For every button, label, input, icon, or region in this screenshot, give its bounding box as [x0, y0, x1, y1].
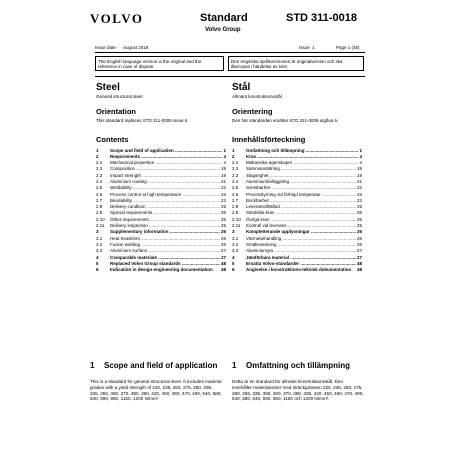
toc-entry-page: 4 — [359, 153, 362, 159]
english-orientation-heading: Orientation — [96, 107, 137, 116]
toc-entry-label: Ersatta Volvo-standarder ..... — [246, 261, 356, 267]
toc-entry-number: 2.10 — [96, 216, 105, 222]
standard-number: STD 311-0018 — [286, 12, 357, 24]
toc-entry-number: 2.6 — [232, 191, 239, 197]
toc-entry-page: 26 — [356, 241, 362, 247]
toc-entry-label: Leveranstillstånd ..... — [246, 204, 356, 210]
toc-entry-page: 25 — [220, 210, 226, 216]
toc-entry-page: 48 — [220, 260, 226, 266]
toc-entry-label: Sammansättning ..... — [246, 166, 356, 172]
toc-entry-page: 26 — [220, 235, 226, 241]
toc-entry-number: 3.3 — [96, 248, 103, 254]
toc-entry-label: Smältsvetsning ..... — [246, 242, 356, 248]
toc-entry-page: 25 — [356, 204, 362, 210]
english-section-1-text: This is a standard for general structural steel. It includes material grades with a yield strength of 220, 235, 250, 275, 280, 295, 335, 355, 360, 370, 380, 390, 420, 450, 460, 470, 490, 540, 580, 640, 690, 950, 1150, 1200 N/mm². — [90, 379, 222, 402]
toc-entry-page: 27 — [356, 248, 362, 254]
toc-entry-number: 3.1 — [232, 235, 239, 241]
toc-entry-number: 6 — [96, 267, 99, 273]
toc-entry-number: 5 — [96, 260, 99, 266]
toc-entry-page: 27 — [356, 254, 362, 260]
toc-entry-page: 27 — [220, 254, 226, 260]
toc-entry-label: Kontroll vid leverans ..... — [246, 223, 356, 229]
swedish-orientation-heading: Orientering — [232, 107, 273, 116]
toc-entry-page: 19 — [220, 172, 226, 178]
toc-entry-label: Special requirements ..... — [110, 210, 220, 216]
toc-entry-number: 2.5 — [96, 185, 103, 191]
toc-entry-page: 26 — [356, 229, 362, 235]
toc-entry-number: 2.2 — [96, 166, 103, 172]
toc-entry-number: 2.8 — [96, 204, 103, 210]
toc-entry-label: Värmebehandling ..... — [246, 236, 356, 242]
toc-entry-label: Processtyrning vid förhöjd temperatur ..... — [246, 192, 356, 198]
language-notice-english: The English language version is the original and the reference in case of dispute. — [95, 56, 224, 71]
toc-entry-number: 5 — [232, 260, 235, 266]
toc-entry-label: Composition ..... — [110, 166, 220, 172]
toc-entry-label: Fusion welding ..... — [110, 242, 220, 248]
toc-entry-label: Aluminiumyta ..... — [246, 248, 356, 254]
toc-entry-label: Mekaniska egenskaper ..... — [246, 160, 358, 166]
page-number: Page 1 (48) — [336, 45, 360, 50]
toc-entry-page: 23 — [220, 197, 226, 203]
toc-entry-number: 4 — [96, 254, 99, 260]
toc-entry-number: 3 — [96, 229, 99, 235]
swedish-section-1 — [232, 361, 364, 402]
toc-entry-page: 48 — [356, 267, 362, 273]
toc-entry-label: Omfattning och tillämpning ..... — [246, 148, 358, 154]
language-notice-swedish: Den engelska språkversionen är originalversion och ska åberopas i händelse av tvist. — [228, 56, 364, 71]
toc-entry-label: Supplementary information ..... — [110, 229, 220, 235]
toc-entry-page: 25 — [220, 204, 226, 210]
toc-entry-label: Kompletterande upplysningar ..... — [246, 229, 356, 235]
toc-entry-page: 19 — [356, 172, 362, 178]
toc-entry-number: 2.7 — [232, 197, 239, 203]
issue-date: August 2019 — [123, 45, 149, 50]
toc-entry-page: 23 — [356, 191, 362, 197]
english-subtitle: General structural steel — [96, 94, 143, 99]
toc-entry-number: 3.2 — [232, 241, 239, 247]
toc-entry-number: 2.1 — [232, 160, 239, 166]
toc-entry-number: 3.1 — [96, 235, 103, 241]
toc-entry-number: 2.3 — [232, 172, 239, 178]
toc-entry-page: 22 — [220, 185, 226, 191]
toc-entry-label: Jämförbara material ..... — [246, 255, 356, 261]
toc-entry-number: 3.2 — [96, 241, 103, 247]
toc-entry-number: 2.9 — [232, 210, 239, 216]
toc-entry-label: Aluminiumbeläggning ..... — [246, 179, 356, 185]
toc-entry-label: Comparable materials ..... — [110, 255, 220, 261]
toc-entry-number: 2.9 — [96, 210, 103, 216]
volvo-logo: VOLVO — [90, 11, 144, 26]
toc-entry-page: 15 — [356, 166, 362, 172]
toc-entry-label: Aluminium surface ..... — [110, 248, 220, 254]
document-type: Standard — [200, 12, 248, 24]
toc-entry-label: Indication in design-engineering documentation — [110, 267, 213, 273]
toc-entry-number: 1 — [96, 147, 99, 153]
toc-entry-page: 26 — [220, 241, 226, 247]
swedish-toc — [232, 148, 362, 274]
toc-entry-page: 48 — [356, 260, 362, 266]
toc-entry-number: 2 — [232, 153, 235, 159]
toc-entry-page: 25 — [220, 216, 226, 222]
toc-entry-label: Bendability ..... — [110, 198, 220, 204]
toc-entry-number: 2.10 — [232, 216, 241, 222]
toc-entry-page: 4 — [359, 160, 362, 166]
swedish-section-1-title: Omfattning och tillämpning — [246, 361, 350, 370]
swedish-title: Stål — [232, 82, 251, 93]
toc-entry-page: 25 — [356, 216, 362, 222]
toc-entry-number: 2.1 — [96, 160, 103, 166]
swedish-column — [232, 82, 362, 273]
toc-entry-label: Replaced Volvo Group standards ..... — [110, 261, 220, 267]
toc-entry[interactable] — [96, 267, 226, 273]
english-orientation-text: This standard replaces STD 311-0009 issue 5. — [96, 118, 189, 123]
toc-entry-label: Övriga krav ..... — [246, 217, 356, 223]
toc-entry-number: 2.4 — [232, 178, 239, 184]
toc-entry-number: 2.4 — [96, 178, 103, 184]
organization: Volvo Group — [205, 27, 241, 33]
english-column — [96, 82, 226, 273]
toc-entry-label: Delivery condition ..... — [110, 204, 220, 210]
swedish-subtitle: Allmänt konstruktionsstål — [232, 94, 282, 99]
toc-entry-page: 21 — [356, 178, 362, 184]
swedish-toc-heading: Innehållsförteckning — [232, 134, 306, 144]
english-section-1-title: Scope and field of application — [104, 361, 218, 370]
toc-entry-number: 3.3 — [232, 248, 239, 254]
english-section-1 — [90, 361, 222, 402]
toc-entry-page: 23 — [220, 191, 226, 197]
toc-entry-page: 1 — [359, 147, 362, 153]
issue-number: 1 — [312, 45, 315, 50]
toc-entry-page: 15 — [220, 166, 226, 172]
toc-entry-number: 4 — [232, 254, 235, 260]
toc-entry-label: Requirements ..... — [110, 154, 222, 160]
toc-entry-label: Other requirements ..... — [110, 217, 220, 223]
toc-entry-page: 22 — [356, 185, 362, 191]
toc-entry-page: 21 — [220, 178, 226, 184]
english-toc — [96, 148, 226, 274]
toc-entry-label: Mechanical properties ..... — [110, 160, 222, 166]
toc-entry-label: Weldability ..... — [110, 185, 220, 191]
toc-entry-label: Särskilda krav ..... — [246, 210, 356, 216]
toc-entry-page: 27 — [220, 248, 226, 254]
toc-entry-page: 25 — [356, 210, 362, 216]
toc-entry-label: Scope and field of application ..... — [110, 148, 222, 154]
toc-entry-number: 1 — [232, 147, 235, 153]
swedish-section-1-number: 1 — [232, 361, 237, 370]
toc-entry-number: 2.5 — [232, 185, 239, 191]
toc-entry-number: 2.2 — [232, 166, 239, 172]
toc-entry-label: Svetsbarhet ..... — [246, 185, 356, 191]
header-divider — [95, 76, 365, 77]
swedish-orientation-text: Den här standarden ersätter STD 311-0009 utgåva 5. — [232, 118, 339, 123]
toc-entry-number: 2.11 — [96, 223, 105, 229]
issue-label: Issue — [299, 45, 310, 50]
toc-entry-label: Impact strength ..... — [110, 173, 220, 179]
english-title: Steel — [96, 82, 120, 93]
toc-entry-number: 2.11 — [232, 223, 241, 229]
toc-entry-page: 26 — [220, 229, 226, 235]
toc-entry-number: 2.7 — [96, 197, 103, 203]
toc-entry[interactable] — [232, 267, 362, 273]
toc-entry-label: Process control at high temperature ..... — [110, 192, 220, 198]
toc-entry-number: 3 — [232, 229, 235, 235]
toc-entry-page: 4 — [223, 153, 226, 159]
toc-entry-number: 2 — [96, 153, 99, 159]
toc-entry-page: 4 — [223, 160, 226, 166]
toc-entry-page: 25 — [220, 223, 226, 229]
toc-entry-page: 1 — [223, 147, 226, 153]
toc-entry-number: 2.6 — [96, 191, 103, 197]
toc-entry-page: 26 — [356, 235, 362, 241]
toc-entry-label: Bockbarhet ..... — [246, 198, 356, 204]
issue-date-label: Issue date — [95, 45, 116, 50]
toc-entry-page: 23 — [356, 197, 362, 203]
swedish-section-1-text: Detta är en standard för allmänt konstruktionsstål. Den innehåller materialsorter med sträckgränsen 220, 235, 250, 275, 280, 295, 335, 355, 360, 370, 380, 390, 420, 450, 460, 470, 490, 540, 580, 640, 690, 950, 1150 och 1200 N/mm². — [232, 379, 364, 402]
toc-entry-number: 2.8 — [232, 204, 239, 210]
issue-meta-row — [95, 43, 365, 53]
toc-entry-label: Krav ..... — [246, 154, 358, 160]
toc-entry-label: Aluminium coating ..... — [110, 179, 220, 185]
toc-entry-label: Delivery inspection ..... — [110, 223, 220, 229]
english-section-1-number: 1 — [90, 361, 95, 370]
toc-entry-page: 25 — [356, 223, 362, 229]
toc-entry-label: Slagseghet ..... — [246, 173, 356, 179]
toc-entry-page: 48 — [220, 267, 226, 273]
toc-entry-label: Heat treatment ..... — [110, 236, 220, 242]
toc-entry-label: Angivelse i konstruktions-teknisk dokumentation — [246, 267, 352, 273]
toc-entry-number: 2.3 — [96, 172, 103, 178]
english-toc-heading: Contents — [96, 134, 129, 144]
toc-entry-number: 6 — [232, 267, 235, 273]
